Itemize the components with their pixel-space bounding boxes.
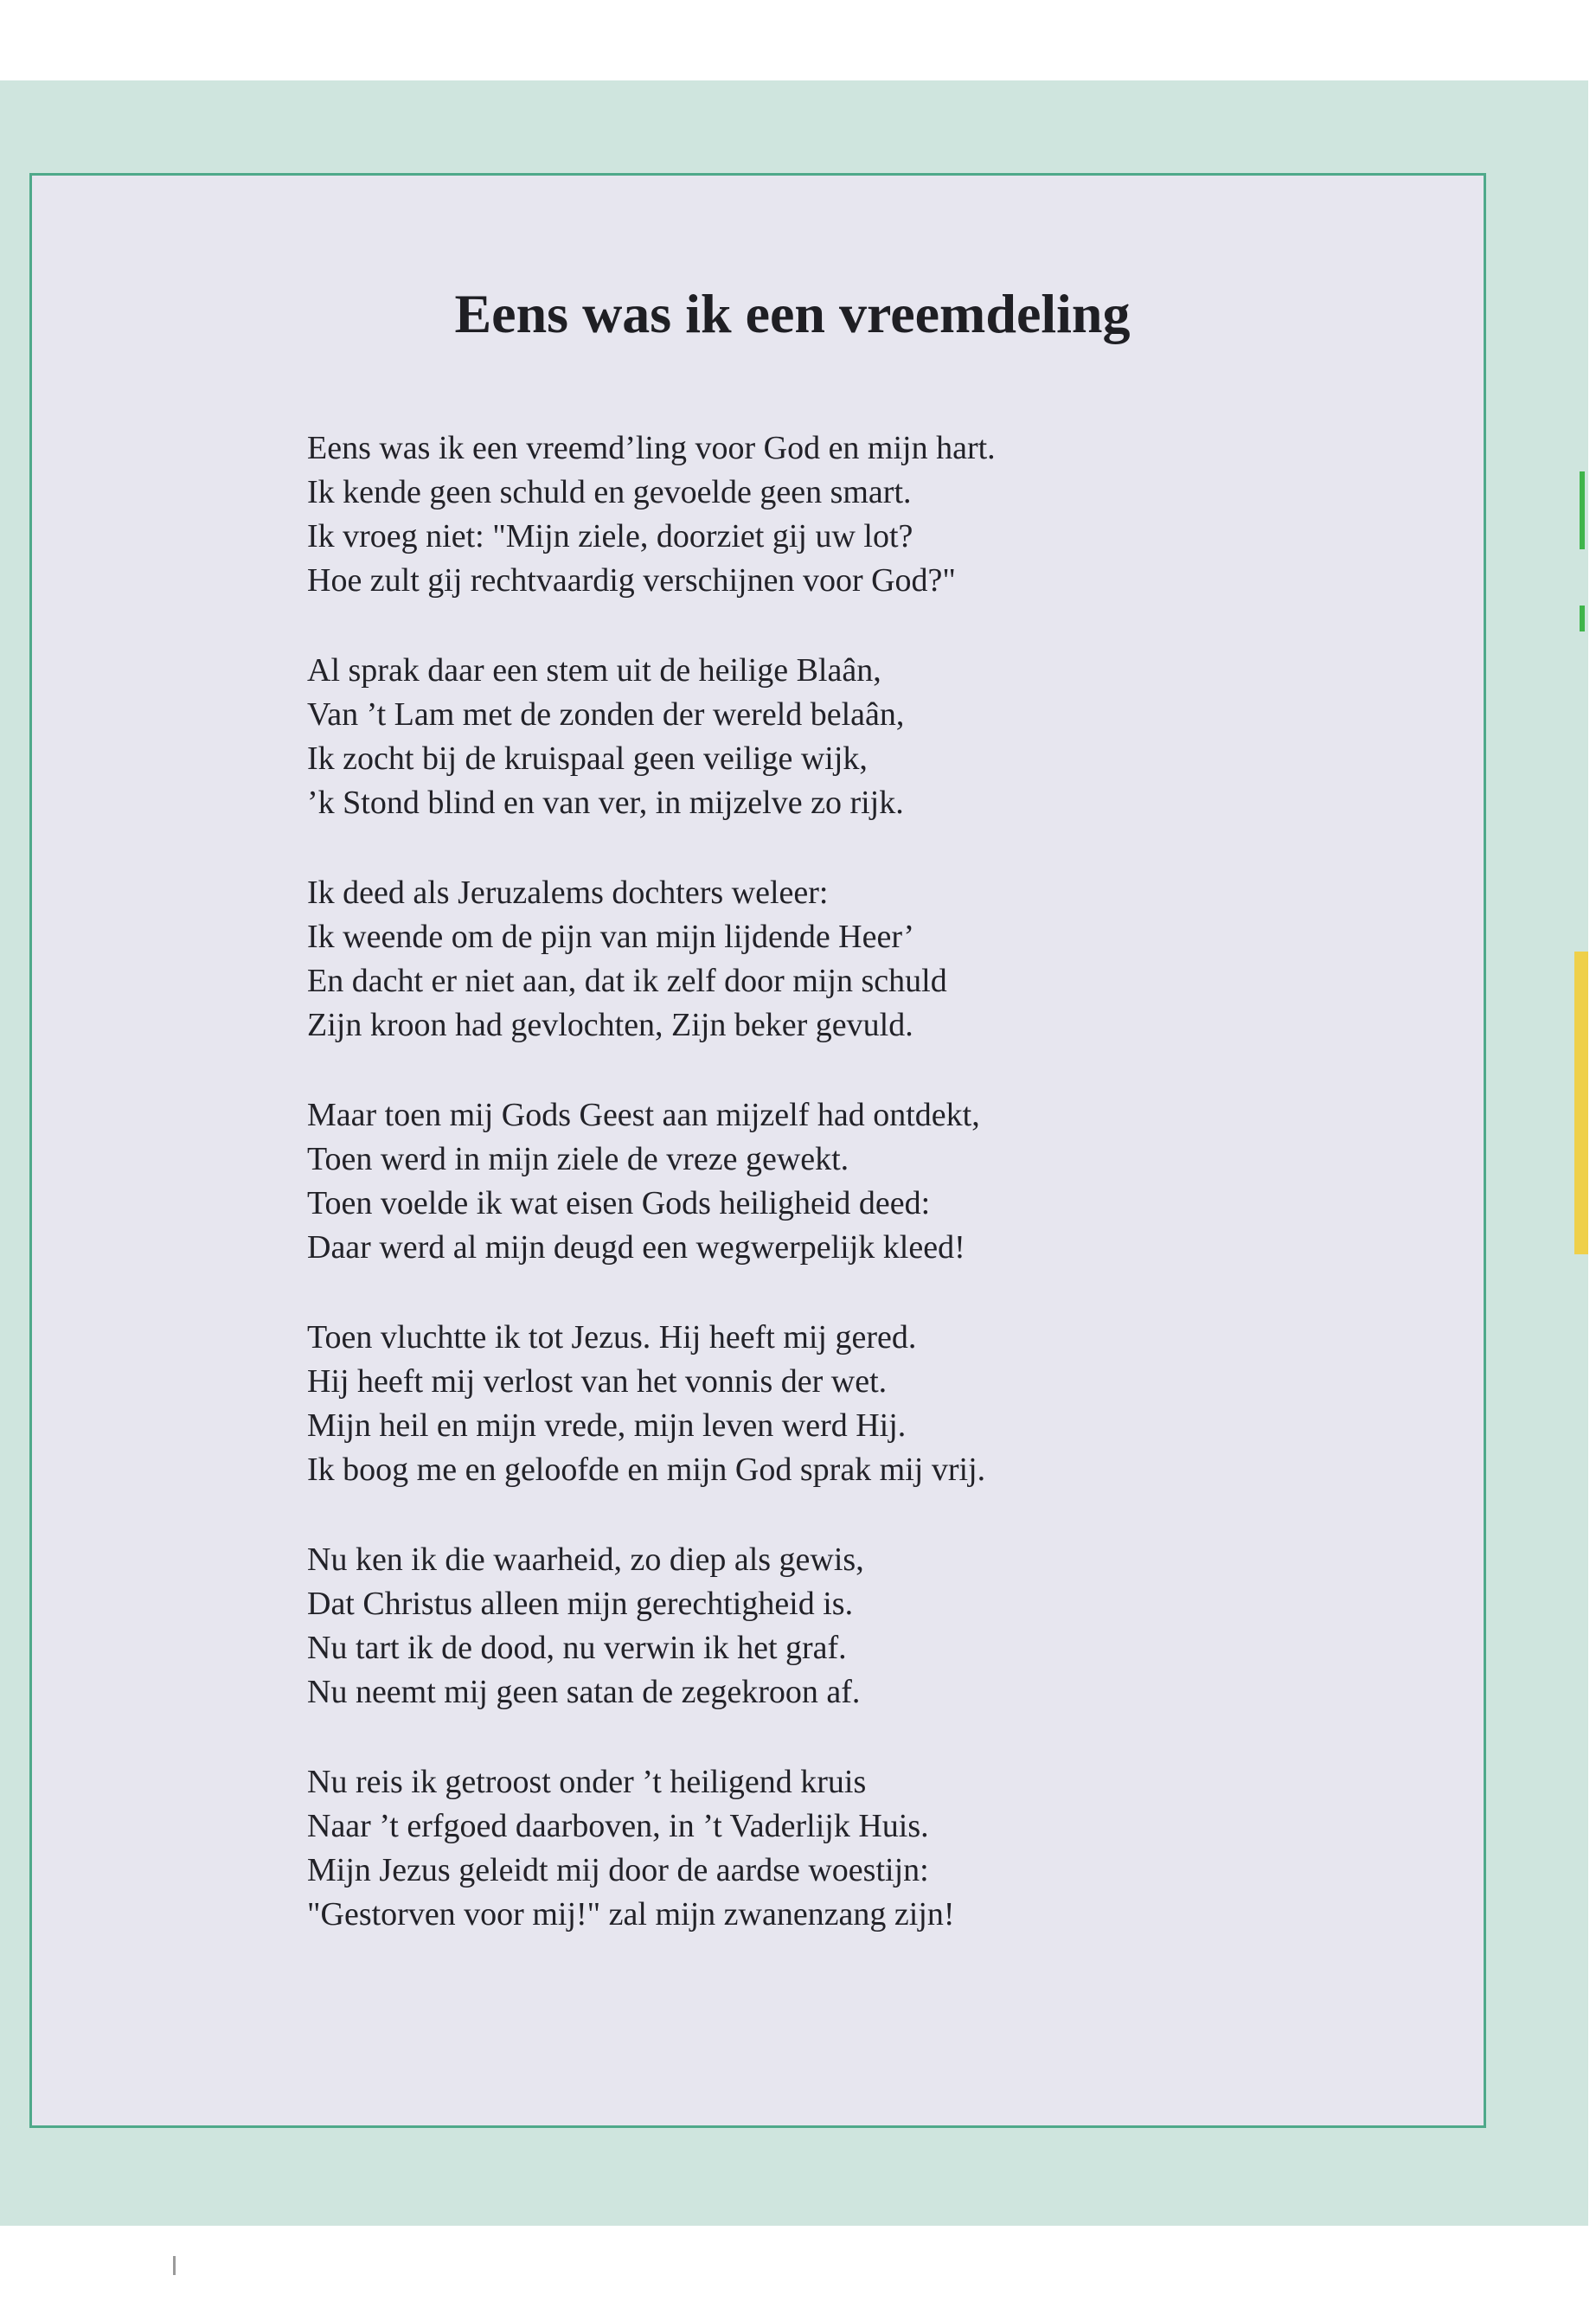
stanza [307, 1316, 1380, 1492]
poem-line: Van ’t Lam met de zonden der wereld belaân, [307, 696, 905, 733]
poem-panel [32, 176, 1484, 2125]
poem-frame [29, 173, 1486, 2128]
poem-line: Maar toen mij Gods Geest aan mijzelf had ontdekt, [307, 1097, 980, 1133]
green-tab-mark [1580, 606, 1585, 631]
poem-line: Toen vluchtte ik tot Jezus. Hij heeft mij gered. [307, 1319, 917, 1356]
poem-line: Ik vroeg niet: "Mijn ziele, doorziet gij uw lot? [307, 518, 913, 554]
stanza [307, 1093, 1380, 1270]
poem-line: Ik weende om de pijn van mijn lijdende Heer’ [307, 919, 915, 955]
poem-line: Al sprak daar een stem uit de heilige Blaân, [307, 652, 881, 689]
poem-line: Naar ’t erfgoed daarboven, in ’t Vaderlijk Huis. [307, 1808, 929, 1844]
stanza [307, 649, 1380, 825]
poem-line: "Gestorven voor mij!" zal mijn zwanenzang zijn! [307, 1896, 955, 1932]
stanza [307, 1538, 1380, 1715]
poem-line: Nu ken ik die waarheid, zo diep als gewis, [307, 1541, 864, 1578]
poem-title: Eens was ik een vreemdeling [454, 283, 1131, 344]
poem-line: Zijn kroon had gevlochten, Zijn beker gevuld. [307, 1007, 913, 1043]
poem-line: Toen werd in mijn ziele de vreze gewekt. [307, 1141, 849, 1177]
poem-line: Mijn heil en mijn vrede, mijn leven werd Hij. [307, 1407, 907, 1444]
poem-body [307, 426, 1380, 1983]
stanza [307, 871, 1380, 1048]
poem-line: Nu reis ik getroost onder ’t heiligend kruis [307, 1764, 867, 1800]
poem-line: ’k Stond blind en van ver, in mijzelve zo rijk. [307, 785, 904, 821]
scan-speck [173, 2256, 176, 2275]
stanza [307, 1760, 1380, 1937]
stanza [307, 426, 1380, 603]
poem-line: Hij heeft mij verlost van het vonnis der wet. [307, 1363, 888, 1400]
poem-line: Ik deed als Jeruzalems dochters weleer: [307, 875, 829, 911]
poem-line: Nu neemt mij geen satan de zegekroon af. [307, 1674, 861, 1710]
next-page-edge [1574, 952, 1588, 1254]
poem-line: Mijn Jezus geleidt mij door de aardse woestijn: [307, 1852, 929, 1888]
poem-line: Nu tart ik de dood, nu verwin ik het graf. [307, 1630, 847, 1666]
poem-line: En dacht er niet aan, dat ik zelf door mijn schuld [307, 963, 947, 999]
poem-line: Hoe zult gij rechtvaardig verschijnen voor God?" [307, 562, 956, 599]
poem-line: Ik boog me en geloofde en mijn God sprak mij vrij. [307, 1452, 986, 1488]
poem-line: Eens was ik een vreemd’ling voor God en mijn hart. [307, 430, 996, 466]
poem-line: Ik zocht bij de kruispaal geen veilige wijk, [307, 740, 868, 777]
green-tab-mark [1580, 471, 1585, 549]
poem-line: Dat Christus alleen mijn gerechtigheid is. [307, 1586, 854, 1622]
poem-line: Toen voelde ik wat eisen Gods heiligheid deed: [307, 1185, 931, 1221]
poem-line: Daar werd al mijn deugd een wegwerpelijk kleed! [307, 1229, 965, 1266]
poem-line: Ik kende geen schuld en gevoelde geen smart. [307, 474, 912, 510]
